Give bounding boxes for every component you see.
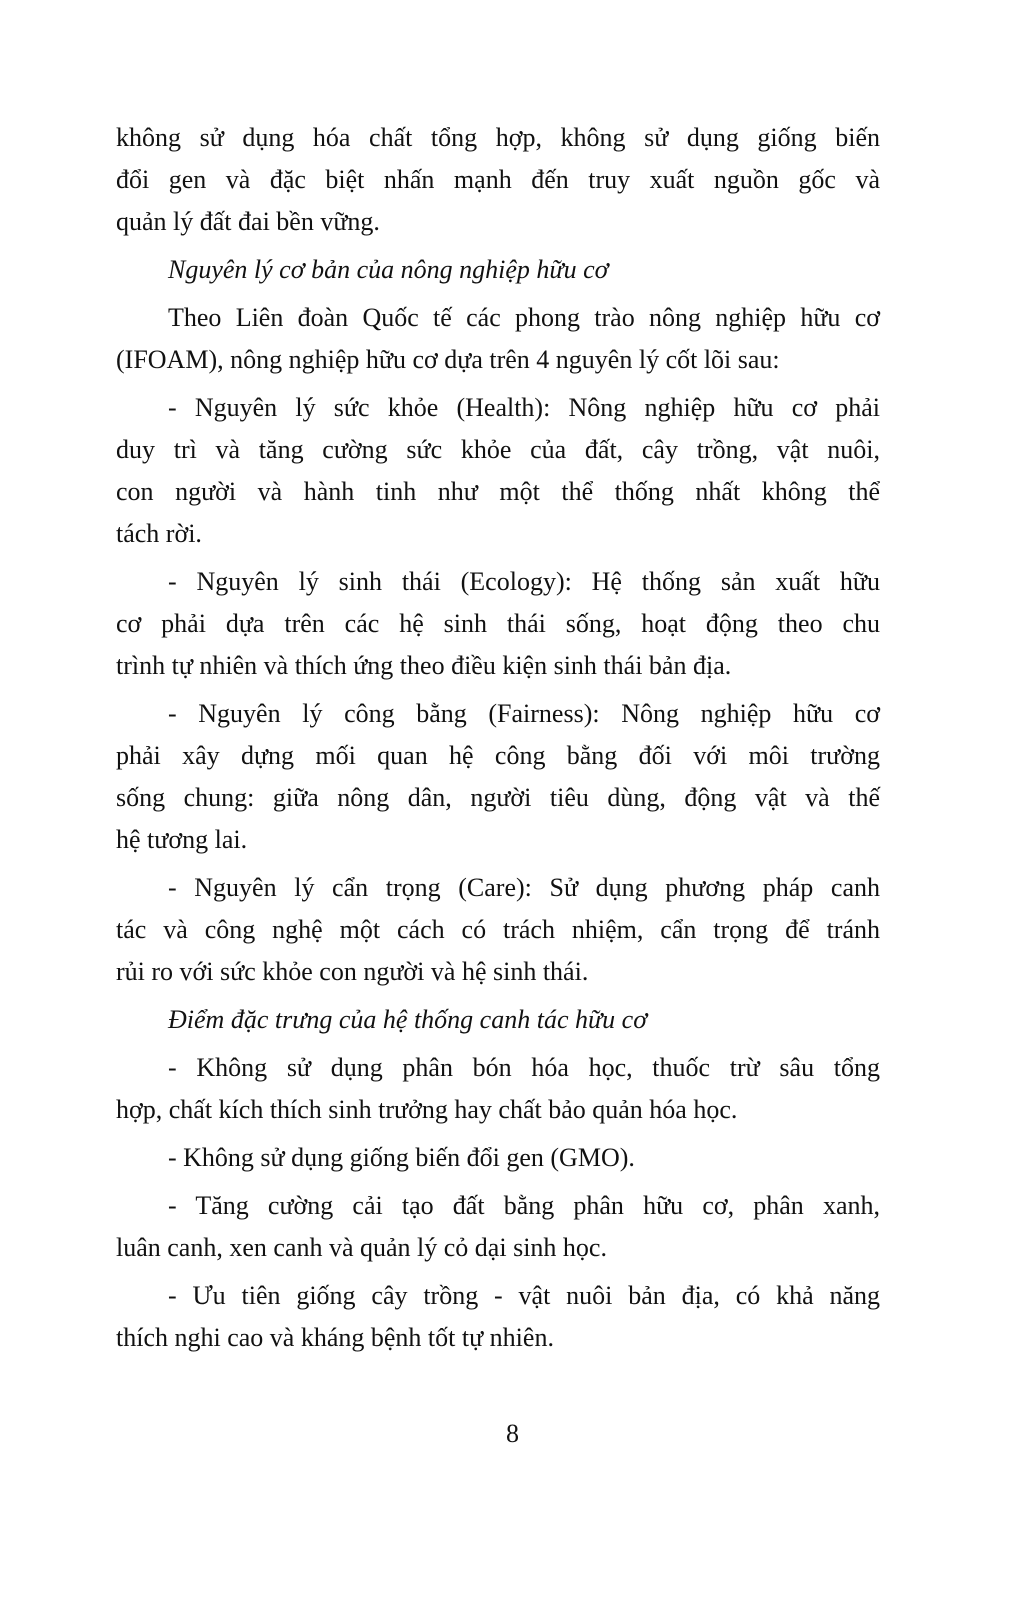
paragraph [116,561,880,687]
text-line: hệ tương lai. [116,825,248,854]
text-line: sống chung: giữa nông dân, người tiêu dùng, động vật và thế [116,783,880,812]
paragraph [116,1185,880,1269]
text-line: đổi gen và đặc biệt nhấn mạnh đến truy xuất nguồn gốc và [116,165,880,194]
section-heading [116,249,880,291]
text-line: tách rời. [116,519,202,548]
text-line: hợp, chất kích thích sinh trưởng hay chất bảo quản hóa học. [116,1095,738,1124]
text-line: phải xây dựng mối quan hệ công bằng đối với môi trường [116,741,880,770]
paragraph [116,1137,880,1179]
paragraph [116,387,880,555]
text-line: - Không sử dụng phân bón hóa học, thuốc trừ sâu tổng [168,1053,880,1082]
paragraph [116,867,880,993]
text-line: không sử dụng hóa chất tổng hợp, không sử dụng giống biến [116,123,880,152]
text-line: - Nguyên lý sức khỏe (Health): Nông nghiệp hữu cơ phải [168,393,880,422]
text-line: quản lý đất đai bền vững. [116,207,380,236]
page-number: 8 [506,1419,519,1448]
text-line: duy trì và tăng cường sức khỏe của đất, cây trồng, vật nuôi, [116,435,880,464]
text-line: trình tự nhiên và thích ứng theo điều kiện sinh thái bản địa. [116,651,732,680]
text-line: - Nguyên lý công bằng (Fairness): Nông nghiệp hữu cơ [168,699,880,728]
text-line: (IFOAM), nông nghiệp hữu cơ dựa trên 4 nguyên lý cốt lõi sau: [116,345,780,374]
text-line: - Nguyên lý cẩn trọng (Care): Sử dụng phương pháp canh [168,873,880,902]
text-line: luân canh, xen canh và quản lý cỏ dại sinh học. [116,1233,607,1262]
document-page-body [116,117,880,1359]
text-line: Điểm đặc trưng của hệ thống canh tác hữu cơ [168,1005,648,1034]
text-line: - Nguyên lý sinh thái (Ecology): Hệ thống sản xuất hữu [168,567,880,596]
paragraph [116,297,880,381]
text-line: thích nghi cao và kháng bệnh tốt tự nhiên. [116,1323,554,1352]
text-line: - Ưu tiên giống cây trồng - vật nuôi bản địa, có khả năng [168,1281,880,1310]
text-line: Theo Liên đoàn Quốc tế các phong trào nông nghiệp hữu cơ [168,303,880,332]
paragraph [116,693,880,861]
text-line: cơ phải dựa trên các hệ sinh thái sống, hoạt động theo chu [116,609,880,638]
paragraph [116,1047,880,1131]
paragraph [116,117,880,243]
text-line: - Tăng cường cải tạo đất bằng phân hữu cơ, phân xanh, [168,1191,880,1220]
paragraph [116,1275,880,1359]
section-heading [116,999,880,1041]
text-line: Nguyên lý cơ bản của nông nghiệp hữu cơ [168,255,609,284]
text-line: rủi ro với sức khỏe con người và hệ sinh thái. [116,957,589,986]
text-line: tác và công nghệ một cách có trách nhiệm, cẩn trọng để tránh [116,915,880,944]
text-line: - Không sử dụng giống biến đổi gen (GMO). [168,1143,635,1172]
text-line: con người và hành tinh như một thể thống nhất không thể [116,477,880,506]
